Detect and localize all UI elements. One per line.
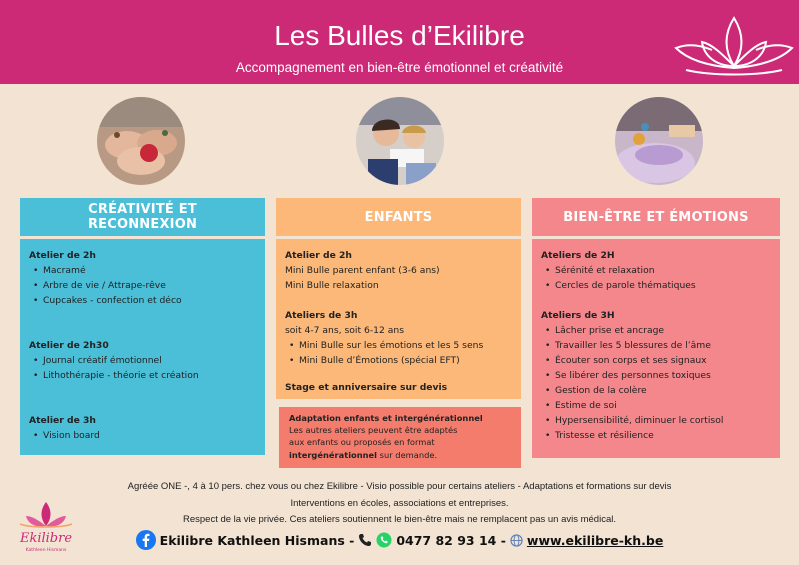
list-item: • Mini Bulle d’Émotions (spécial EFT) (285, 353, 513, 368)
globe-icon (510, 534, 523, 547)
page-title: Les Bulles d’Ekilibre (274, 20, 525, 51)
list-item: • Arbre de vie / Attrape-rêve (29, 278, 257, 293)
column-title-creativite: CRÉATIVITÉ ET RECONNEXION (20, 198, 265, 236)
facebook-icon[interactable] (136, 530, 156, 550)
atelier-heading: Atelier de 2h (285, 250, 352, 261)
list-item: • Se libérer des personnes toxiques (541, 368, 772, 383)
adaptation-line: aux enfants ou proposés en format (289, 437, 435, 448)
list-item: • Sérénité et relaxation (541, 263, 772, 278)
stage-note: Stage et anniversaire sur devis (285, 382, 448, 393)
contact-name: Ekilibre Kathleen Hismans - (159, 532, 355, 548)
list-item: • Tristesse et résilience (541, 428, 772, 443)
list-item: • Mini Bulle sur les émotions et les 5 sens (285, 338, 513, 353)
footer-line-2: Interventions en écoles, associations et entreprises. (290, 498, 509, 509)
photo-enfants (356, 97, 444, 185)
text-line: soit 4-7 ans, soit 6-12 ans (285, 325, 404, 336)
phone-icon (358, 533, 372, 547)
adaptation-rest: sur demande. (377, 449, 438, 460)
column-creativite (20, 239, 265, 455)
list-item: • Gestion de la colère (541, 383, 772, 398)
photo-creativite (97, 97, 185, 185)
list-item: • Estime de soi (541, 398, 772, 413)
logo-tagline: Kathleen Hismans (25, 548, 67, 553)
atelier-heading: Ateliers de 3h (285, 310, 358, 321)
atelier-heading: Atelier de 2h (29, 250, 96, 261)
adaptation-bold: intergénérationnel (289, 449, 378, 460)
page-subtitle: Accompagnement en bien-être émotionnel et créativité (235, 60, 564, 75)
website-link[interactable]: www.ekilibre-kh.be (526, 532, 664, 548)
list-item: • Travailler les 5 blessures de l’âme (541, 338, 772, 353)
column-bien-etre (532, 239, 780, 458)
column-title-enfants: ENFANTS (276, 198, 521, 236)
column-title-bien-etre: BIEN-ÊTRE ET ÉMOTIONS (532, 198, 780, 236)
list-item: • Journal créatif émotionnel (29, 353, 257, 368)
photo-bien-etre (615, 97, 703, 185)
list-item: • Cupcakes - confection et déco (29, 293, 257, 308)
list-item: • Macramé (29, 263, 257, 278)
adaptation-line: Les autres ateliers peuvent être adaptés (289, 425, 458, 436)
list-item: • Hypersensibilité, diminuer le cortisol (541, 413, 772, 428)
phone-number[interactable]: 0477 82 93 14 - (396, 532, 506, 548)
lotus-icon (672, 10, 796, 82)
list-item: • Écouter son corps et ses signaux (541, 353, 772, 368)
column-enfants (276, 239, 521, 399)
adaptation-line (289, 449, 515, 461)
list-item: • Lithothérapie - théorie et création (29, 368, 257, 383)
header-banner (0, 0, 799, 84)
atelier-heading: Ateliers de 2H (541, 250, 615, 261)
footer-line-1: Agréée ONE -, 4 à 10 pers. chez vous ou chez Ekilibre - Visio possible pour certains ateliers - Adaptations et formations sur devis (127, 481, 672, 492)
contact-bar (0, 529, 799, 551)
list-item: • Vision board (29, 428, 257, 443)
logo-name: Ekilibre (19, 531, 73, 546)
text-line: Mini Bulle relaxation (285, 280, 379, 291)
whatsapp-icon[interactable] (376, 532, 392, 548)
atelier-heading: Atelier de 3h (29, 415, 96, 426)
footer-line-3: Respect de la vie privée. Ces ateliers soutiennent le bien-être mais ne remplacent pas un avis médical. (182, 514, 616, 525)
adaptation-box (279, 407, 521, 468)
adaptation-title: Adaptation enfants et intergénérationnel (289, 413, 483, 423)
text-line: Mini Bulle parent enfant (3-6 ans) (285, 265, 440, 276)
atelier-heading: Ateliers de 3H (541, 310, 615, 321)
list-item: • Cercles de parole thématiques (541, 278, 772, 293)
atelier-heading: Atelier de 2h30 (29, 340, 109, 351)
list-item: • Lâcher prise et ancrage (541, 323, 772, 338)
